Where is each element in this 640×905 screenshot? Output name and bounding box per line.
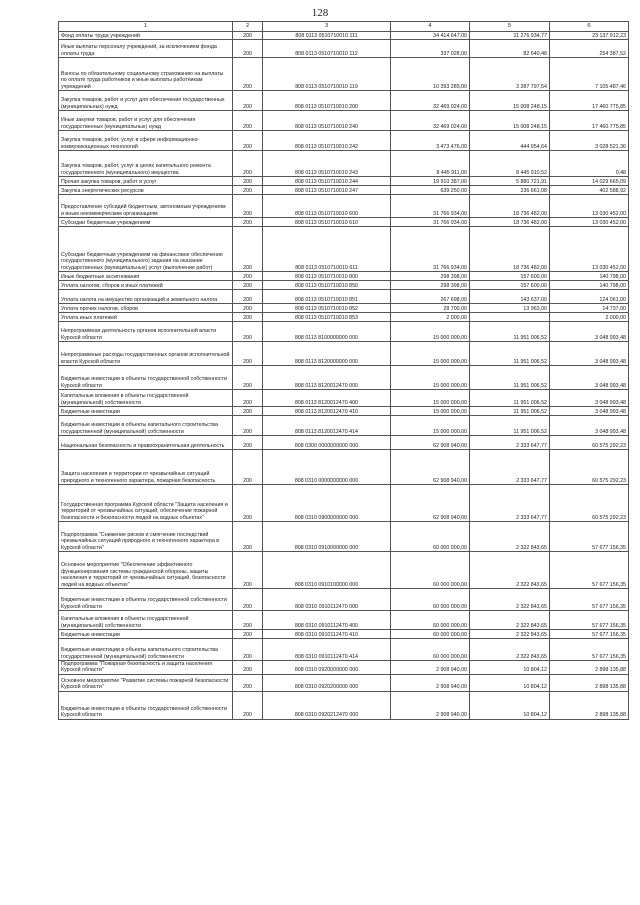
row-name-cell: Иные бюджетные ассигнования — [59, 272, 233, 281]
row-budget-code-cell: 808 0113 0510710010 200 — [263, 91, 391, 111]
row-approved-cell: 10 393 285,00 — [391, 58, 470, 91]
table-row — [59, 131, 629, 151]
row-name-cell: Бюджетные инвестиции в объекты капитального строительства государственной (муниципальной) собственности — [59, 416, 233, 436]
row-executed-cell: 10 804,12 — [470, 674, 550, 691]
row-unexecuted-cell: 3 048 993,48 — [550, 390, 629, 407]
row-unexecuted-cell: 3 028 521,36 — [550, 131, 629, 151]
row-budget-code-cell: 808 0310 0910000000 000 — [263, 522, 391, 552]
row-unexecuted-cell: 13 030 452,00 — [550, 227, 629, 272]
row-unexecuted-cell: 2 000,00 — [550, 313, 629, 322]
row-approved-cell: 60 000 000,00 — [391, 630, 470, 639]
row-budget-code-cell: 808 0310 0910112470 000 — [263, 589, 391, 611]
row-name-cell: Бюджетные инвестиции в объекты государственной собственности Курской области — [59, 589, 233, 611]
row-budget-code-cell: 808 0310 0000000000 000 — [263, 450, 391, 485]
row-name-cell: Уплата прочих налогов, сборов — [59, 304, 233, 313]
row-approved-cell: 19 910 387,00 — [391, 177, 470, 186]
row-unexecuted-cell: 3 048 993,48 — [550, 342, 629, 366]
column-number-header-row — [59, 22, 629, 32]
row-executed-cell: 8 445 910,52 — [470, 151, 550, 177]
row-budget-code-cell: 808 0310 0920212470 000 — [263, 691, 391, 719]
table-row — [59, 366, 629, 390]
row-code-cell: 200 — [233, 630, 263, 639]
row-executed-cell: 11 951 006,52 — [470, 342, 550, 366]
row-code-cell: 200 — [233, 227, 263, 272]
row-approved-cell: 267 698,00 — [391, 290, 470, 304]
table-row — [59, 177, 629, 186]
row-approved-cell: 298 398,00 — [391, 272, 470, 281]
page-number: 128 — [311, 7, 329, 19]
row-executed-cell: 11 276 934,77 — [470, 32, 550, 40]
row-name-cell: Непрограммные расходы государственных органов исполнительной власти Курской области — [59, 342, 233, 366]
row-approved-cell: 15 000 000,00 — [391, 342, 470, 366]
row-unexecuted-cell: 140 798,00 — [550, 281, 629, 290]
row-budget-code-cell: 808 0113 0510710010 244 — [263, 177, 391, 186]
row-approved-cell: 31 766 934,00 — [391, 227, 470, 272]
row-code-cell: 200 — [233, 186, 263, 195]
row-code-cell: 200 — [233, 151, 263, 177]
row-unexecuted-cell: 254 387,52 — [550, 40, 629, 58]
row-unexecuted-cell: 57 677 156,35 — [550, 630, 629, 639]
row-executed-cell: 2 322 843,65 — [470, 552, 550, 589]
row-code-cell: 200 — [233, 407, 263, 416]
row-name-cell: Подпрограмма "Снижение рисков и смягчение последствий чрезвычайных ситуаций природного и техногенного характера в Курской области" — [59, 522, 233, 552]
table-row — [59, 272, 629, 281]
row-executed-cell: 11 951 006,52 — [470, 390, 550, 407]
row-approved-cell: 8 445 911,00 — [391, 151, 470, 177]
row-approved-cell: 31 766 934,00 — [391, 195, 470, 218]
row-budget-code-cell: 808 0113 0510710010 800 — [263, 272, 391, 281]
row-budget-code-cell: 808 0113 0510710010 112 — [263, 40, 391, 58]
row-unexecuted-cell: 124 061,00 — [550, 290, 629, 304]
table-row — [59, 639, 629, 661]
table-row — [59, 674, 629, 691]
row-executed-cell: 444 954,64 — [470, 131, 550, 151]
table-row — [59, 40, 629, 58]
row-budget-code-cell: 808 0113 8120012470 400 — [263, 390, 391, 407]
row-approved-cell: 15 000 000,00 — [391, 366, 470, 390]
row-executed-cell: 2 322 843,65 — [470, 630, 550, 639]
row-code-cell: 200 — [233, 177, 263, 186]
row-name-cell: Фонд оплаты труда учреждений — [59, 32, 233, 40]
row-name-cell: Прочая закупка товаров, работ и услуг — [59, 177, 233, 186]
row-approved-cell: 15 000 000,00 — [391, 407, 470, 416]
row-code-cell: 200 — [233, 272, 263, 281]
row-approved-cell: 62 908 940,00 — [391, 450, 470, 485]
row-unexecuted-cell: 17 460 775,85 — [550, 91, 629, 111]
table-row — [59, 416, 629, 436]
row-name-cell: Бюджетные инвестиции в объекты капитального строительства государственной (муниципальной) собственности — [59, 639, 233, 661]
row-approved-cell: 2 908 940,00 — [391, 691, 470, 719]
row-unexecuted-cell: 13 030 452,00 — [550, 218, 629, 227]
row-code-cell: 200 — [233, 366, 263, 390]
row-code-cell: 200 — [233, 436, 263, 450]
table-row — [59, 151, 629, 177]
table-row — [59, 322, 629, 342]
table-row — [59, 661, 629, 675]
row-budget-code-cell: 808 0113 0510710010 240 — [263, 111, 391, 131]
row-approved-cell: 34 414 647,00 — [391, 32, 470, 40]
row-executed-cell: 18 736 482,00 — [470, 195, 550, 218]
row-unexecuted-cell: 60 575 292,23 — [550, 436, 629, 450]
table-row — [59, 436, 629, 450]
row-code-cell: 200 — [233, 40, 263, 58]
row-unexecuted-cell: 57 677 156,35 — [550, 522, 629, 552]
table-row — [59, 691, 629, 719]
row-name-cell: Национальная безопасность и правоохранительная деятельность — [59, 436, 233, 450]
row-executed-cell: 2 322 843,65 — [470, 589, 550, 611]
row-code-cell: 200 — [233, 313, 263, 322]
row-approved-cell: 60 000 000,00 — [391, 552, 470, 589]
row-approved-cell: 298 398,00 — [391, 281, 470, 290]
row-code-cell: 200 — [233, 111, 263, 131]
row-budget-code-cell: 808 0113 8120012470 410 — [263, 407, 391, 416]
row-executed-cell: 2 322 843,65 — [470, 522, 550, 552]
row-executed-cell: 3 287 797,54 — [470, 58, 550, 91]
row-name-cell: Основное мероприятие "Развитие системы пожарной безопасности Курской области" — [59, 674, 233, 691]
row-executed-cell: 2 333 647,77 — [470, 436, 550, 450]
table-row — [59, 290, 629, 304]
table-row — [59, 313, 629, 322]
row-approved-cell: 15 000 000,00 — [391, 322, 470, 342]
row-executed-cell: 10 804,12 — [470, 691, 550, 719]
table-row — [59, 195, 629, 218]
budget-table — [58, 21, 629, 720]
row-code-cell: 200 — [233, 450, 263, 485]
row-code-cell: 200 — [233, 32, 263, 40]
row-code-cell: 200 — [233, 639, 263, 661]
row-unexecuted-cell: 2 898 135,88 — [550, 661, 629, 675]
row-approved-cell: 28 700,00 — [391, 304, 470, 313]
table-row — [59, 522, 629, 552]
row-approved-cell: 639 250,00 — [391, 186, 470, 195]
row-name-cell: Основное мероприятие "Обеспечение эффективного функционирования системы гражданской обороны, защиты населения и территорий от чрезвычайных ситуаций, безопасности людей на водных объектах" — [59, 552, 233, 589]
row-code-cell: 200 — [233, 485, 263, 522]
table-row — [59, 407, 629, 416]
row-name-cell: Непрограммная деятельность органов исполнительной власти Курской области — [59, 322, 233, 342]
table-row — [59, 589, 629, 611]
row-name-cell: Закупка товаров, работ и услуг для обеспечения государственных (муниципальных) нужд — [59, 91, 233, 111]
row-budget-code-cell: 808 0310 0910112470 414 — [263, 639, 391, 661]
row-code-cell: 200 — [233, 322, 263, 342]
row-executed-cell: 236 661,08 — [470, 186, 550, 195]
column-number-header: 2 — [233, 22, 263, 32]
table-row — [59, 552, 629, 589]
table-row — [59, 58, 629, 91]
row-unexecuted-cell: 57 677 156,35 — [550, 552, 629, 589]
row-name-cell: Закупка товаров, работ, услуг в целях капитального ремонта государственного (муниципального) имущества — [59, 151, 233, 177]
row-code-cell: 200 — [233, 342, 263, 366]
row-unexecuted-cell: 17 460 775,85 — [550, 111, 629, 131]
row-name-cell: Бюджетные инвестиции в объекты государственной собственности Курской области — [59, 691, 233, 719]
row-executed-cell: 15 008 248,15 — [470, 91, 550, 111]
row-name-cell: Бюджетные инвестиции в объекты государственной собственности Курской области — [59, 366, 233, 390]
row-executed-cell: 157 600,00 — [470, 281, 550, 290]
row-unexecuted-cell: 3 048 993,48 — [550, 322, 629, 342]
row-code-cell: 200 — [233, 390, 263, 407]
row-unexecuted-cell: 3 048 993,48 — [550, 416, 629, 436]
table-row — [59, 281, 629, 290]
row-executed-cell: 157 600,00 — [470, 272, 550, 281]
row-approved-cell: 15 000 000,00 — [391, 390, 470, 407]
row-unexecuted-cell: 57 677 156,35 — [550, 611, 629, 630]
row-executed-cell: 18 736 482,00 — [470, 227, 550, 272]
table-row — [59, 32, 629, 40]
row-approved-cell: 32 469 024,00 — [391, 111, 470, 131]
row-name-cell: Капитальные вложения в объекты государственной (муниципальной) собственности — [59, 611, 233, 630]
row-code-cell: 200 — [233, 674, 263, 691]
row-code-cell: 200 — [233, 281, 263, 290]
row-approved-cell: 2 908 940,00 — [391, 661, 470, 675]
table-row — [59, 450, 629, 485]
row-budget-code-cell: 808 0113 0510710010 610 — [263, 218, 391, 227]
row-budget-code-cell: 808 0113 0510710010 600 — [263, 195, 391, 218]
row-unexecuted-cell: 60 575 292,23 — [550, 450, 629, 485]
row-unexecuted-cell: 0,48 — [550, 151, 629, 177]
row-name-cell: Государственная программа Курской области "Защита населения и территорий от чрезвычайных ситуаций, обеспечение пожарной безопасности и безопасности людей на водных объектах" — [59, 485, 233, 522]
row-budget-code-cell: 808 0113 8100000000 000 — [263, 322, 391, 342]
row-budget-code-cell: 808 0113 8120012470 414 — [263, 416, 391, 436]
row-name-cell: Подпрограмма "Пожарная безопасность и защита населения Курской области" — [59, 661, 233, 675]
row-executed-cell: 11 951 006,52 — [470, 366, 550, 390]
row-code-cell: 200 — [233, 304, 263, 313]
table-row — [59, 218, 629, 227]
row-code-cell: 200 — [233, 661, 263, 675]
row-budget-code-cell: 808 0113 0510710010 243 — [263, 151, 391, 177]
row-budget-code-cell: 808 0310 0910100000 000 — [263, 552, 391, 589]
row-code-cell: 200 — [233, 691, 263, 719]
row-executed-cell: 2 333 647,77 — [470, 450, 550, 485]
row-unexecuted-cell: 13 030 452,00 — [550, 195, 629, 218]
row-name-cell: Закупка товаров, работ, услуг в сфере информационно-коммуникационных технологий — [59, 131, 233, 151]
row-unexecuted-cell: 14 737,00 — [550, 304, 629, 313]
row-unexecuted-cell: 60 575 292,23 — [550, 485, 629, 522]
row-unexecuted-cell: 57 677 156,35 — [550, 639, 629, 661]
row-executed-cell — [470, 313, 550, 322]
row-approved-cell: 31 766 934,00 — [391, 218, 470, 227]
row-approved-cell: 62 908 940,00 — [391, 436, 470, 450]
row-name-cell: Уплата налога на имущество организаций и земельного налога — [59, 290, 233, 304]
row-unexecuted-cell: 2 898 135,88 — [550, 674, 629, 691]
row-approved-cell: 15 000 000,00 — [391, 416, 470, 436]
row-name-cell: Бюджетные инвестиции — [59, 630, 233, 639]
row-approved-cell: 2 000,00 — [391, 313, 470, 322]
row-code-cell: 200 — [233, 552, 263, 589]
row-executed-cell: 13 963,00 — [470, 304, 550, 313]
row-approved-cell: 60 000 000,00 — [391, 522, 470, 552]
row-budget-code-cell: 808 0113 8120012470 000 — [263, 366, 391, 390]
row-approved-cell: 32 469 024,00 — [391, 91, 470, 111]
row-unexecuted-cell: 7 105 487,46 — [550, 58, 629, 91]
table-row — [59, 630, 629, 639]
row-budget-code-cell: 808 0113 0510710010 247 — [263, 186, 391, 195]
row-name-cell: Иные закупки товаров, работ и услуг для обеспечения государственных (муниципальных) нужд — [59, 111, 233, 131]
row-executed-cell: 11 951 006,52 — [470, 407, 550, 416]
row-budget-code-cell: 808 0310 0920000000 000 — [263, 661, 391, 675]
row-approved-cell: 62 908 940,00 — [391, 485, 470, 522]
row-executed-cell: 18 736 482,00 — [470, 218, 550, 227]
row-name-cell: Защита населения и территории от чрезвычайных ситуаций природного и техногенного характера, пожарная безопасность — [59, 450, 233, 485]
row-code-cell: 200 — [233, 195, 263, 218]
table-row — [59, 611, 629, 630]
row-code-cell: 200 — [233, 218, 263, 227]
row-code-cell: 200 — [233, 58, 263, 91]
row-approved-cell: 3 473 476,00 — [391, 131, 470, 151]
row-approved-cell: 60 000 000,00 — [391, 611, 470, 630]
row-unexecuted-cell: 3 048 993,48 — [550, 366, 629, 390]
row-executed-cell: 11 951 006,52 — [470, 322, 550, 342]
column-number-header: 5 — [470, 22, 550, 32]
row-approved-cell: 60 000 000,00 — [391, 589, 470, 611]
row-name-cell: Иные выплаты персоналу учреждений, за исключением фонда оплаты труда — [59, 40, 233, 58]
table-row — [59, 111, 629, 131]
row-code-cell: 200 — [233, 589, 263, 611]
row-approved-cell: 337 028,00 — [391, 40, 470, 58]
table-row — [59, 186, 629, 195]
row-budget-code-cell: 808 0113 0510710010 119 — [263, 58, 391, 91]
table-row — [59, 227, 629, 272]
row-budget-code-cell: 808 0113 0510710010 111 — [263, 32, 391, 40]
row-executed-cell: 5 880 721,91 — [470, 177, 550, 186]
row-executed-cell: 15 008 248,15 — [470, 111, 550, 131]
row-unexecuted-cell: 402 588,92 — [550, 186, 629, 195]
row-budget-code-cell: 808 0113 0510710010 850 — [263, 281, 391, 290]
row-budget-code-cell: 808 0113 0510710010 853 — [263, 313, 391, 322]
row-executed-cell: 82 640,48 — [470, 40, 550, 58]
row-executed-cell: 2 322 843,65 — [470, 611, 550, 630]
row-executed-cell: 11 951 006,52 — [470, 416, 550, 436]
row-executed-cell: 143 637,00 — [470, 290, 550, 304]
row-budget-code-cell: 808 0310 0910112470 410 — [263, 630, 391, 639]
row-budget-code-cell: 808 0300 0000000000 000 — [263, 436, 391, 450]
row-name-cell: Уплата налогов, сборов и иных платежей — [59, 281, 233, 290]
row-budget-code-cell: 808 0310 0920200000 000 — [263, 674, 391, 691]
row-name-cell: Капитальные вложения в объекты государственной (муниципальной) собственности — [59, 390, 233, 407]
row-unexecuted-cell: 3 048 993,48 — [550, 407, 629, 416]
row-name-cell: Субсидии бюджетным учреждениям — [59, 218, 233, 227]
column-number-header: 1 — [59, 22, 233, 32]
row-code-cell: 200 — [233, 131, 263, 151]
row-code-cell: 200 — [233, 91, 263, 111]
row-code-cell: 200 — [233, 290, 263, 304]
table-row — [59, 485, 629, 522]
row-budget-code-cell: 808 0310 0900000000 000 — [263, 485, 391, 522]
row-code-cell: 200 — [233, 522, 263, 552]
row-budget-code-cell: 808 0113 0510710010 851 — [263, 290, 391, 304]
row-name-cell: Бюджетные инвестиции — [59, 407, 233, 416]
row-executed-cell: 2 333 647,77 — [470, 485, 550, 522]
table-row — [59, 390, 629, 407]
column-number-header: 6 — [550, 22, 629, 32]
row-code-cell: 200 — [233, 416, 263, 436]
table-row — [59, 91, 629, 111]
budget-table-body — [59, 22, 629, 720]
row-budget-code-cell: 808 0310 0910112470 400 — [263, 611, 391, 630]
row-name-cell: Взносы по обязательному социальному страхованию на выплаты по оплате труда работников и иные выплаты работникам учреждений — [59, 58, 233, 91]
row-name-cell: Субсидии бюджетным учреждениям на финансовое обеспечение государственного (муниципального) задания на оказание государственных (муниципальных) услуг (выполнение работ) — [59, 227, 233, 272]
row-executed-cell: 10 804,12 — [470, 661, 550, 675]
row-executed-cell: 2 322 843,65 — [470, 639, 550, 661]
row-budget-code-cell: 808 0113 0510710010 611 — [263, 227, 391, 272]
row-name-cell: Закупка энергетических ресурсов — [59, 186, 233, 195]
row-unexecuted-cell: 57 677 156,35 — [550, 589, 629, 611]
row-unexecuted-cell: 14 029 665,09 — [550, 177, 629, 186]
row-budget-code-cell: 808 0113 0510710010 242 — [263, 131, 391, 151]
row-budget-code-cell: 808 0113 8120000000 000 — [263, 342, 391, 366]
table-row — [59, 304, 629, 313]
table-row — [59, 342, 629, 366]
row-unexecuted-cell: 2 898 135,88 — [550, 691, 629, 719]
row-unexecuted-cell: 23 137 912,23 — [550, 32, 629, 40]
row-budget-code-cell: 808 0113 0510710010 852 — [263, 304, 391, 313]
row-approved-cell: 2 908 940,00 — [391, 674, 470, 691]
row-code-cell: 200 — [233, 611, 263, 630]
row-name-cell: Предоставление субсидий бюджетным, автономным учреждениям и иным некоммерческим организациям — [59, 195, 233, 218]
column-number-header: 4 — [391, 22, 470, 32]
row-approved-cell: 60 000 000,00 — [391, 639, 470, 661]
column-number-header: 3 — [263, 22, 391, 32]
row-unexecuted-cell: 140 798,00 — [550, 272, 629, 281]
row-name-cell: Уплата иных платежей — [59, 313, 233, 322]
